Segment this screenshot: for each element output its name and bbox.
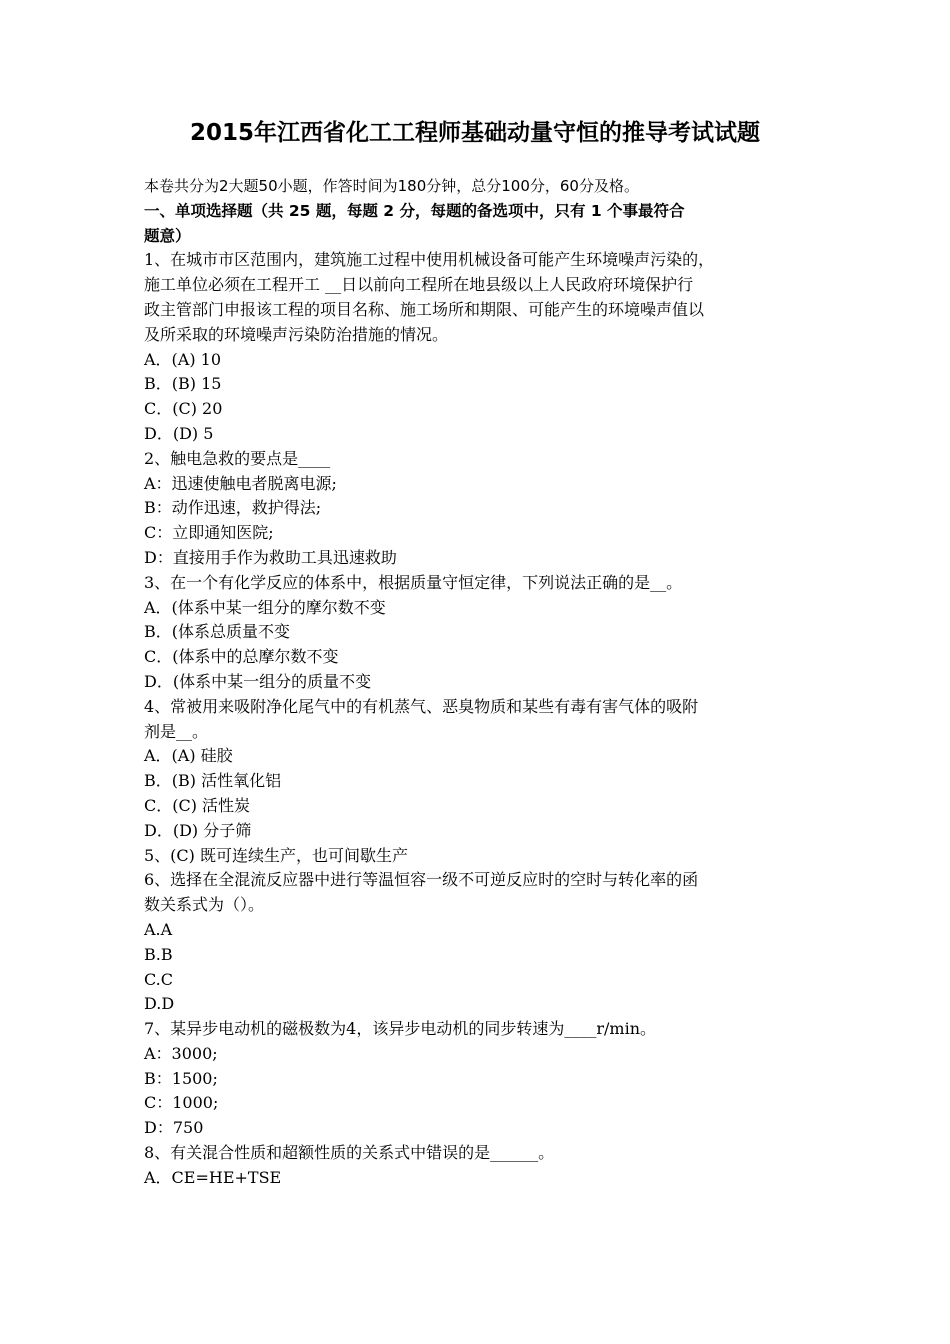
question-4-option-a: A．(A) 硅胶 xyxy=(144,746,233,766)
question-6-option-a: A.A xyxy=(144,919,173,939)
question-1-stem-line-4: 及所采取的环境噪声污染防治措施的情况。 xyxy=(144,324,449,344)
question-6-option-b: B.B xyxy=(144,944,173,964)
question-6-option-d: D.D xyxy=(144,994,175,1014)
document-body xyxy=(144,174,808,1191)
question-8-option-a: A．CE=HE+TSE xyxy=(144,1167,282,1187)
question-2-option-b: B：动作迅速，救护得法; xyxy=(144,498,322,518)
question-3-option-d: D．(体系中某一组分的质量不变 xyxy=(144,671,372,691)
question-1-stem-line-2: 施工单位必须在工程开工 __日以前向工程所在地县级以上人民政府环境保护行 xyxy=(144,275,694,295)
question-1-stem-line-1: 1、在城市市区范围内，建筑施工过程中使用机械设备可能产生环境噪声污染的， xyxy=(144,250,715,270)
question-7-option-c: C：1000; xyxy=(144,1093,219,1113)
question-4-stem-line-2: 剂是__。 xyxy=(144,721,209,741)
question-1-option-c: C．(C) 20 xyxy=(144,399,223,419)
question-2-option-a: A：迅速使触电者脱离电源; xyxy=(144,473,337,493)
exam-intro: 本卷共分为2大题50小题，作答时间为180分钟，总分100分，60分及格。 xyxy=(144,177,639,195)
question-5-stem: 5、(C) 既可连续生产，也可间歇生产 xyxy=(144,845,408,865)
question-7-stem: 7、某异步电动机的磁极数为4，该异步电动机的同步转速为____r/min。 xyxy=(144,1019,656,1039)
question-1-stem-line-3: 政主管部门申报该工程的项目名称、施工场所和期限、可能产生的环境噪声值以 xyxy=(144,299,705,319)
question-2-stem: 2、触电急救的要点是____ xyxy=(144,448,331,468)
question-4-option-c: C．(C) 活性炭 xyxy=(144,795,251,815)
question-2-option-d: D：直接用手作为救助工具迅速救助 xyxy=(144,547,397,567)
question-1-option-d: D．(D) 5 xyxy=(144,423,214,443)
question-3-option-c: C．(体系中的总摩尔数不变 xyxy=(144,647,339,667)
question-7-option-d: D：750 xyxy=(144,1118,204,1138)
question-7-option-b: B：1500; xyxy=(144,1068,218,1088)
question-4-option-d: D．(D) 分子筛 xyxy=(144,820,252,840)
question-3-option-a: A．(体系中某一组分的摩尔数不变 xyxy=(144,597,386,617)
question-4-stem-line-1: 4、常被用来吸附净化尾气中的有机蒸气、恶臭物质和某些有毒有害气体的吸附 xyxy=(144,696,699,716)
section-heading-line-2: 题意） xyxy=(144,226,191,245)
question-6-option-c: C.C xyxy=(144,969,173,989)
question-1-option-b: B．(B) 15 xyxy=(144,374,222,394)
question-4-option-b: B．(B) 活性氧化铝 xyxy=(144,771,282,791)
question-7-option-a: A：3000; xyxy=(144,1043,218,1063)
question-1-option-a: A．(A) 10 xyxy=(144,349,222,369)
question-3-stem: 3、在一个有化学反应的体系中，根据质量守恒定律，下列说法正确的是__。 xyxy=(144,572,683,592)
question-3-option-b: B．(体系总质量不变 xyxy=(144,622,291,642)
question-2-option-c: C：立即通知医院; xyxy=(144,523,274,543)
question-6-stem-line-1: 6、选择在全混流反应器中进行等温恒容一级不可逆反应时的空时与转化率的函 xyxy=(144,870,699,890)
section-heading-line-1: 一、单项选择题（共 25 题，每题 2 分，每题的备选项中，只有 1 个事最符合 xyxy=(144,201,685,220)
question-6-stem-line-2: 数关系式为（）。 xyxy=(144,895,265,915)
document-title: 2015年江西省化工工程师基础动量守恒的推导考试试题 xyxy=(189,120,760,146)
question-8-stem: 8、有关混合性质和超额性质的关系式中错误的是______。 xyxy=(144,1143,555,1163)
